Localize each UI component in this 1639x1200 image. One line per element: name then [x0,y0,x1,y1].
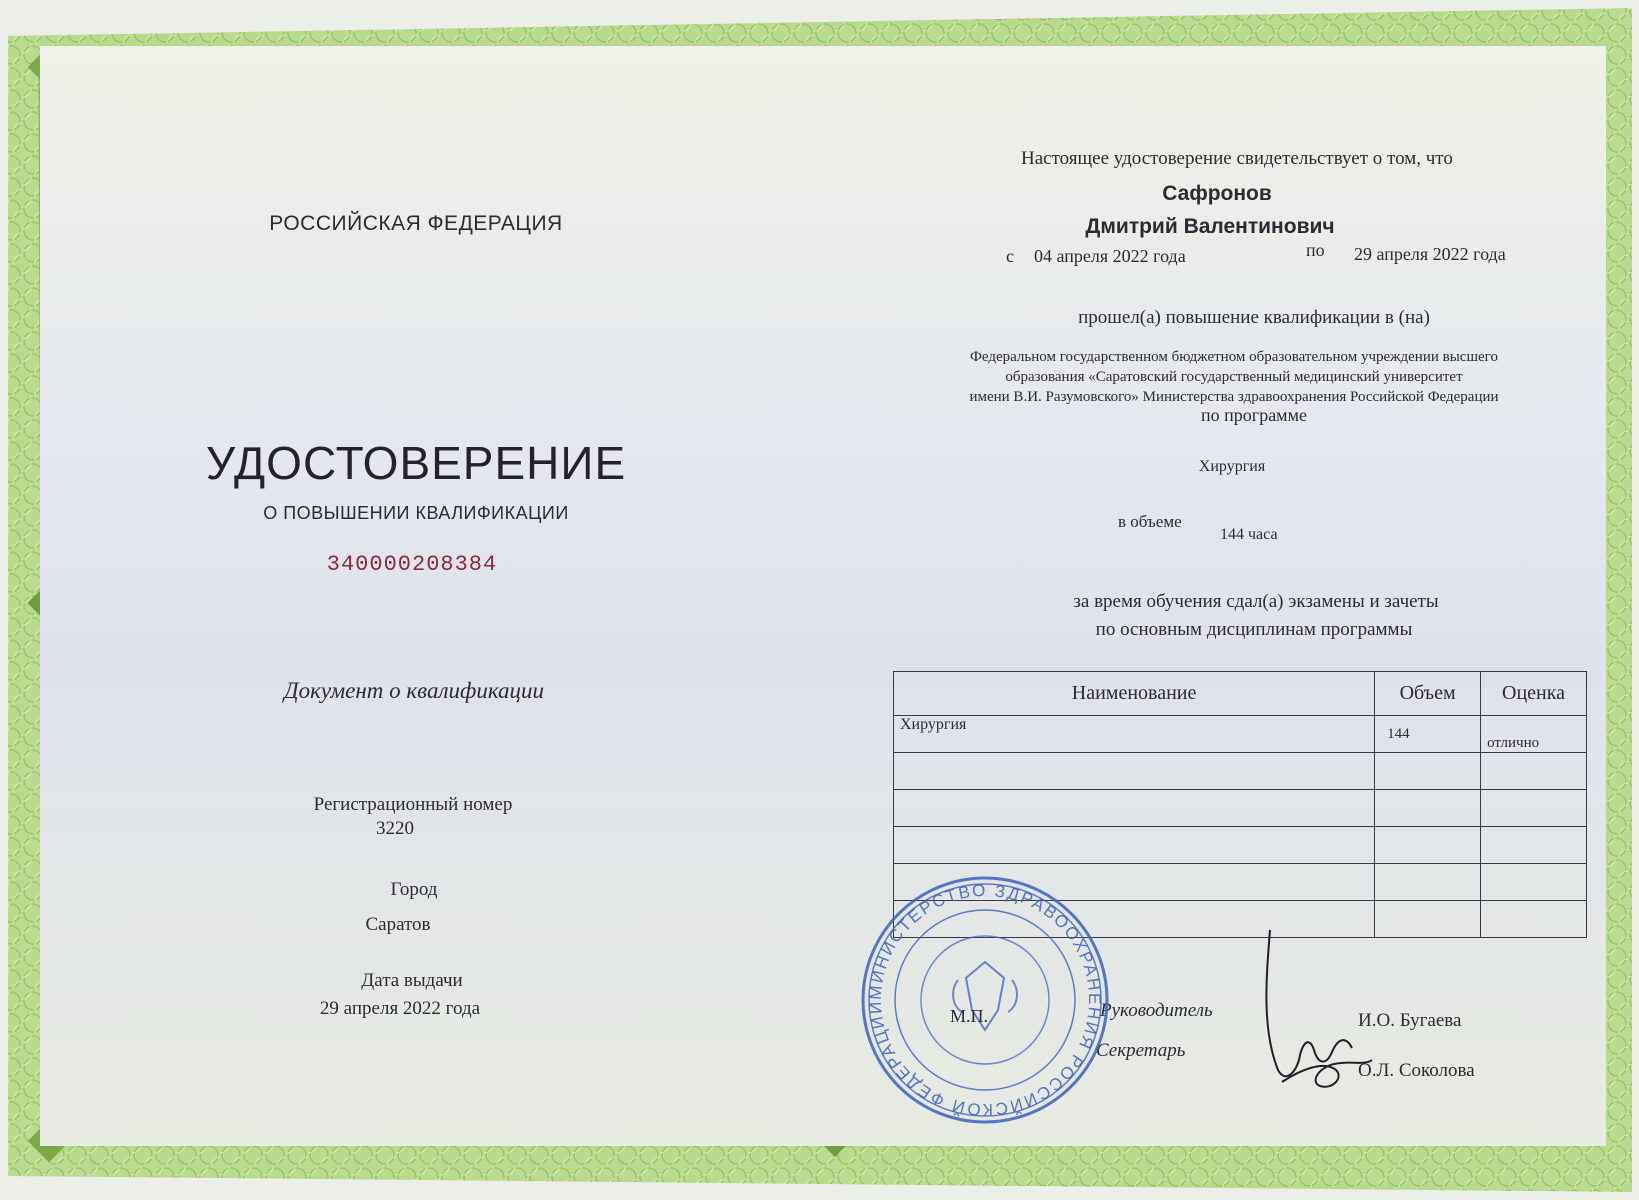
table-row [894,753,1587,790]
institution-line-2: образования «Саратовский государственный медицинский университет [1005,369,1463,385]
exams-line-1: за время обучения сдал(а) экзамены и зачеты [1073,591,1439,612]
cell-grade [1481,864,1587,901]
program-label: по программе [1201,405,1307,425]
program-name: Хирургия [1198,458,1266,475]
document-subtitle: О ПОВЫШЕНИИ КВАЛИФИКАЦИИ [263,503,569,523]
official-seal [858,870,1112,1130]
volume-value: 144 часа [1220,526,1278,543]
head-name: И.О. Бугаева [1358,1010,1462,1031]
cell-discipline [894,753,1375,790]
exams-line-2: по основным дисциплинам программы [1095,619,1413,640]
table-row [894,790,1587,827]
stamp-label: М.П. [950,1006,989,1026]
cell-volume: 144 [1375,716,1481,753]
city-label: Город [390,879,438,900]
header-volume: Объем [1375,672,1481,716]
document-title: УДОСТОВЕРЕНИЕ [205,437,627,489]
registration-number: 3220 [376,818,414,839]
date-from-prefix: с [1006,246,1014,266]
intro-text: Настоящее удостоверение свидетельствует о том, что [1021,148,1453,169]
date-from: 04 апреля 2022 года [1034,246,1186,266]
cell-discipline [894,790,1375,827]
issue-date-value: 29 апреля 2022 года [319,998,481,1019]
cell-discipline [894,827,1375,864]
institution-line-1: Федеральном государственном бюджетном образовательном учреждении высшего [970,349,1498,365]
serial-number: 340000208384 [326,552,498,577]
cell-discipline: Хирургия [894,716,1375,753]
header-name: Наименование [894,672,1375,716]
cell-volume [1375,790,1481,827]
date-to-prefix: по [1306,240,1325,260]
recipient-given-names: Дмитрий Валентинович [1085,215,1335,238]
document-type: Документ о квалификации [283,678,545,703]
cell-grade [1481,753,1587,790]
city-value: Саратов [365,914,431,935]
head-label: Руководитель [1100,1000,1213,1021]
date-to: 29 апреля 2022 года [1354,244,1506,264]
svg-text:МИНИСТЕРСТВО ЗДРАВООХРАНЕНИЯ Р [866,881,1104,1119]
table-header-row [894,672,1587,716]
cell-volume [1375,753,1481,790]
table-row [894,827,1587,864]
cell-grade [1481,790,1587,827]
secretary-label: Секретарь [1096,1040,1186,1061]
passed-text: прошел(а) повышение квалификации в (на) [1078,307,1430,328]
table-row [894,716,1587,753]
volume-label: в объеме [1118,512,1182,531]
cell-volume [1375,827,1481,864]
signature-mark [1240,920,1380,1100]
cell-volume [1375,901,1481,938]
header-grade: Оценка [1481,672,1587,716]
institution-line-3: имени В.И. Разумовского» Министерства здравоохранения Российской Федерации [969,389,1499,405]
recipient-surname: Сафронов [1162,182,1272,205]
secretary-name: О.Л. Соколова [1358,1060,1475,1081]
cell-grade [1481,827,1587,864]
cell-grade: отлично [1481,716,1587,753]
registration-label: Регистрационный номер [313,794,513,815]
issue-date-label: Дата выдачи [361,970,463,991]
cell-volume [1375,864,1481,901]
seal-text: МИНИСТЕРСТВО ЗДРАВООХРАНЕНИЯ РОССИЙСКОЙ ФЕДЕРАЦИИ [865,880,1105,1120]
cell-grade [1481,901,1587,938]
country-label: РОССИЙСКАЯ ФЕДЕРАЦИЯ [269,212,563,235]
